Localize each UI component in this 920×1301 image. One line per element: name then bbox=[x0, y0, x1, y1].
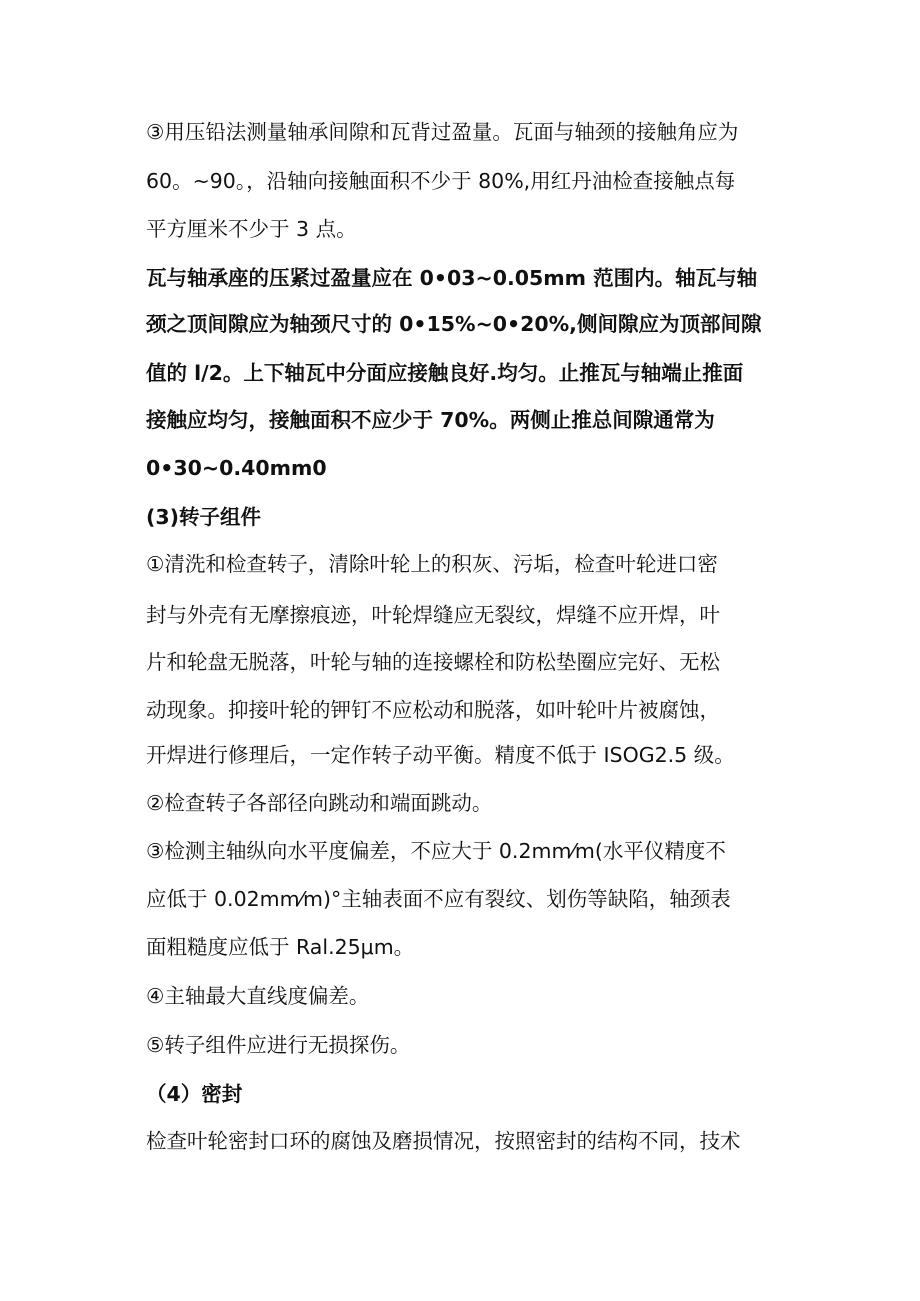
text-line: 封与外壳有无摩擦痕迹，叶轮焊缝应无裂纹，焊缝不应开焊，叶 bbox=[146, 603, 720, 627]
text-line: 60。~90。，沿轴向接触面积不少于 80%,用红丹油检查接触点每 bbox=[146, 169, 736, 193]
bold-text-line: 接触应均匀，接触面积不应少于 70%。两侧止推总间隙通常为 bbox=[146, 408, 715, 432]
bold-text-line: 瓦与轴承座的压紧过盈量应在 0•03~0.05mm 范围内。轴瓦与轴 bbox=[146, 266, 758, 290]
text-line: ③检测主轴纵向水平度偏差，不应大于 0.2mm⁄m(水平仪精度不 bbox=[146, 839, 726, 863]
bold-text-line: 0•30~0.40mm0 bbox=[146, 456, 327, 480]
text-line: 片和轮盘无脱落，叶轮与轴的连接螺栓和防松垫圈应完好、无松 bbox=[146, 650, 720, 674]
text-line: 动现象。抑接叶轮的钾钉不应松动和脱落，如叶轮叶片被腐蚀， bbox=[146, 698, 720, 722]
bold-text-line: 值的 l∕2。上下轴瓦中分面应接触良好.均匀。止推瓦与轴端止推面 bbox=[146, 361, 744, 385]
text-line: ①清洗和检查转子，清除叶轮上的积灰、污垢，检查叶轮进口密 bbox=[146, 552, 718, 576]
text-line: ③用压铅法测量轴承间隙和瓦背过盈量。瓦面与轴颈的接触角应为 bbox=[146, 120, 739, 144]
text-line: ⑤转子组件应进行无损探伤。 bbox=[146, 1033, 411, 1057]
bold-text-line: 颈之顶间隙应为轴颈尺寸的 0•15%~0•20%,侧间隙应为顶部间隙 bbox=[146, 312, 762, 336]
text-line: 平方厘米不少于 3 点。 bbox=[146, 217, 357, 241]
text-line: 应低于 0.02mm⁄m)°主轴表面不应有裂纹、划伤等缺陷，轴颈表 bbox=[146, 887, 731, 911]
text-line: 面粗糙度应低于 Ral.25μm。 bbox=[146, 935, 415, 959]
text-line: ②检查转子各部径向跳动和端面跳动。 bbox=[146, 791, 493, 815]
text-line: 开焊进行修理后，一定作转子动平衡。精度不低于 ISOG2.5 级。 bbox=[146, 743, 735, 767]
text-line: 检查叶轮密封口环的腐蚀及磨损情况，按照密封的结构不同，技术 bbox=[146, 1129, 741, 1153]
text-line: ④主轴最大直线度偏差。 bbox=[146, 984, 370, 1008]
section-heading: （4）密封 bbox=[146, 1082, 243, 1106]
section-heading: (3)转子组件 bbox=[146, 505, 262, 529]
